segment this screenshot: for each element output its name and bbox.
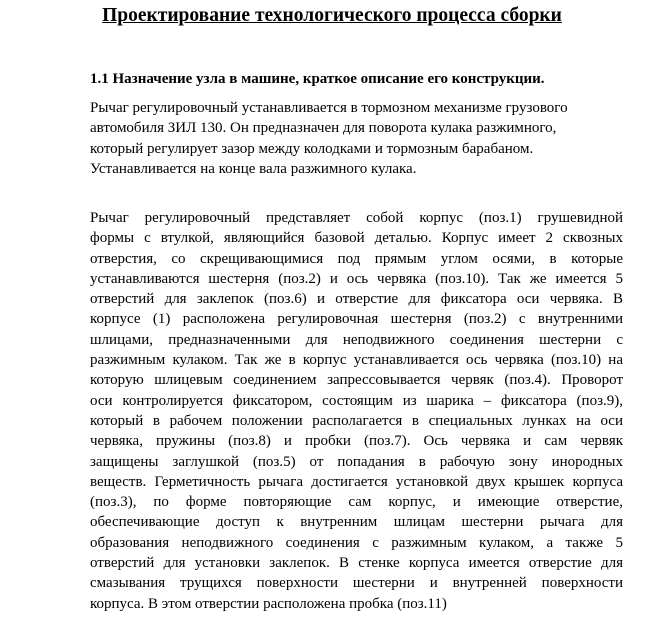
paragraph-line: корпуса. В этом отверстии расположена пробка (поз.11): [90, 595, 447, 612]
paragraph-line: автомобиля ЗИЛ 130. Он предназначен для поворота кулака разжимного,: [90, 120, 557, 137]
paragraph-line: шлицами, предназначенными для неподвижного соединения шестерни с: [90, 331, 623, 348]
paragraph-line: отверстий для заклепок (поз.6) и отверстие для фиксатора оси червяка. В: [90, 291, 623, 308]
paragraph-line: отверстий для установки заклепок. В стенке корпуса имеется отверстие для: [90, 555, 623, 572]
paragraph-line: которую шлицевым соединением запрессовывается червяк (поз.4). Проворот: [90, 372, 623, 389]
paragraph-line: обеспечивающие доступ к внутренним шлицам шестерни рычага для: [90, 514, 623, 531]
paragraph-line: защищены заглушкой (поз.5) от попадания в рабочую зону инородных: [90, 453, 623, 470]
paragraph-line: Устанавливается на конце вала разжимного кулака.: [90, 160, 417, 177]
paragraph-line: смазывания трущихся поверхности шестерни и внутренней поверхности: [90, 575, 623, 592]
paragraph-line: формы с втулкой, являющийся базовой деталью. Корпус имеет 2 сквозных: [90, 230, 623, 247]
paragraph-line: червяка, пружины (поз.8) и пробки (поз.7). Ось червяка и сам червяк: [90, 433, 623, 450]
paragraph-line: разжимным кулаком. Так же в корпус устанавливается ось червяка (поз.10) на: [90, 352, 623, 369]
paragraph-line: который в рабочем положении располагается в специальных лунках на оси: [90, 412, 623, 429]
paragraph-line: Рычаг регулировочный представляет собой корпус (поз.1) грушевидной: [90, 210, 623, 226]
description-paragraph: [90, 208, 623, 614]
intro-paragraph: [90, 98, 630, 179]
paragraph-line: Рычаг регулировочный устанавливается в тормозном механизме грузового: [90, 100, 568, 116]
document-title: Проектирование технологического процесса сборки: [102, 5, 562, 26]
paragraph-line: корпусе (1) расположена регулировочная шестерня (поз.2) с внутренними: [90, 311, 623, 328]
paragraph-line: отверстия, со скрещивающимися под прямым углом осями, в которые: [90, 250, 623, 267]
paragraph-line: веществ. Герметичность рычага достигается установкой двух крышек корпуса: [90, 473, 623, 490]
paragraph-line: (поз.3), по форме повторяющие сам корпус, и имеющие отверстие,: [90, 494, 623, 511]
paragraph-line: который регулирует зазор между колодками и тормозным барабаном.: [90, 140, 534, 157]
paragraph-line: устанавливаются шестерня (поз.2) и ось червяка (поз.10). Так же имеется 5: [90, 270, 623, 287]
paragraph-line: образования неподвижного соединения с разжимным кулаком, а также 5: [90, 534, 623, 551]
paragraph-line: оси контролируется фиксатором, состоящим из шарика – фиксатора (поз.9),: [90, 392, 623, 409]
section-heading: 1.1 Назначение узла в машине, краткое описание его конструкции.: [90, 71, 545, 87]
